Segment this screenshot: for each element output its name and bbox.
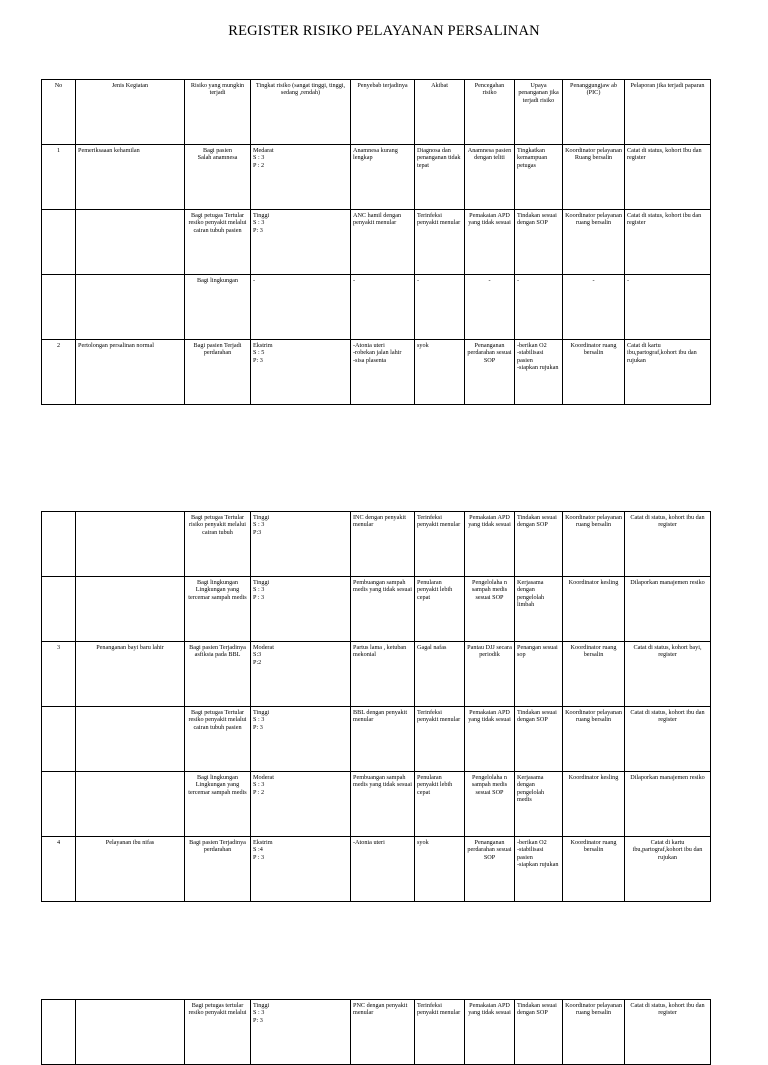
table-cell: Pengelolaha n sampah medis sesuai SOP	[465, 772, 515, 837]
table-row	[42, 275, 711, 340]
table-cell: Pemakaian APD yang tidak sesuai	[465, 707, 515, 772]
table-cell: syok	[415, 340, 465, 405]
table-cell	[76, 275, 185, 340]
table-row	[42, 642, 711, 707]
column-header: Akibat	[415, 80, 465, 145]
column-header: Penanggungjaw ab (PIC)	[563, 80, 625, 145]
table-cell: syok	[415, 837, 465, 902]
table-cell: Gagal nafas	[415, 642, 465, 707]
table-row	[42, 1000, 711, 1065]
table-cell: Koordinator pelayanan ruang bersalin	[563, 210, 625, 275]
table-cell: Pemakaian APD yang tidak sesuai	[465, 512, 515, 577]
table-cell: Penularan penyakit lebih cepat	[415, 577, 465, 642]
table-cell: Pemakaian APD yang tidak sesuai	[465, 210, 515, 275]
table-cell: Tinggi S : 3 P: 3	[251, 210, 351, 275]
table-cell: Kerjasama dengan pengelolah limbah	[515, 577, 563, 642]
table-cell: Partus lama , ketuban mekonial	[351, 642, 415, 707]
table-row	[42, 772, 711, 837]
table-cell: Pengelolaha n sampah medis sesuai SOP	[465, 577, 515, 642]
column-header: Jenis Kegiatan	[76, 80, 185, 145]
table-cell: Catat di status, kohort ibu dan register	[625, 512, 711, 577]
table-cell: Tinggi S : 3 P : 3	[251, 577, 351, 642]
table-cell: Terinfeksi penyakit menular	[415, 210, 465, 275]
table-cell: 2	[42, 340, 76, 405]
table-cell: BBL dengan penyakit menular	[351, 707, 415, 772]
table-cell: Koordinator pelayanan ruang bersalin	[563, 707, 625, 772]
table-cell	[76, 577, 185, 642]
risk-register-table-2	[41, 511, 711, 902]
column-header: Risiko yang mungkin terjadi	[185, 80, 251, 145]
table-cell: Medarat S : 3 P : 2	[251, 145, 351, 210]
table-cell: Terinfeksi penyakit menular	[415, 707, 465, 772]
table-cell: -	[251, 275, 351, 340]
table-cell: Tindakan sesuai dengan SOP	[515, 210, 563, 275]
table-row	[42, 707, 711, 772]
table-cell: Anamnesa kurang lengkap	[351, 145, 415, 210]
table-cell: Terinfeksi penyakit menular	[415, 512, 465, 577]
table-cell: Koordinator pelayanan Ruang bersalin	[563, 145, 625, 210]
table-cell: Bagi pasien Terjadinya perdarahan	[185, 837, 251, 902]
table-header-row	[42, 80, 711, 145]
table-cell	[76, 707, 185, 772]
table-cell: 3	[42, 642, 76, 707]
table-cell: Tingkatkan kemampuan petugas	[515, 145, 563, 210]
table-cell: Bagi petugas Tertular risiko penyakit melalui cairan tubuh	[185, 512, 251, 577]
table-cell: Koordinator kesling	[563, 577, 625, 642]
table-cell: Moderat S : 3 P : 2	[251, 772, 351, 837]
table-cell: -	[415, 275, 465, 340]
table-row	[42, 512, 711, 577]
table-cell: Catat di status, kohort ibu dan register	[625, 210, 711, 275]
table-cell	[42, 772, 76, 837]
table-row	[42, 210, 711, 275]
table-cell: -berikan O2 -stabilisasi pasien -siapkan rujukan	[515, 837, 563, 902]
table-cell: Bagi lingkungan	[185, 275, 251, 340]
table-cell: PNC dengan penyakit menular	[351, 1000, 415, 1065]
column-header: Tingkat risiko (sangat tinggi, tinggi, sedang ,rendah)	[251, 80, 351, 145]
table-cell: Bagi pasien Salah anamnesa	[185, 145, 251, 210]
table-cell: Koordinator ruang bersalin	[563, 837, 625, 902]
table-cell: Catat di status, kohort ibu dan register	[625, 1000, 711, 1065]
table-cell: Pelayanan ibu nifas	[76, 837, 185, 902]
table-cell: Ekstrim S : 5 P: 3	[251, 340, 351, 405]
table-cell: 1	[42, 145, 76, 210]
table-cell: Koordinator ruang bersalin	[563, 642, 625, 707]
document-title: REGISTER RISIKO PELAYANAN PERSALINAN	[228, 23, 540, 39]
table-cell	[42, 210, 76, 275]
table-cell: Koordinator kesling	[563, 772, 625, 837]
table-cell: Penanganan perdarahan sesuai SOP	[465, 837, 515, 902]
table-cell: Anamnesa pasien dengan teliti	[465, 145, 515, 210]
table-cell: -	[563, 275, 625, 340]
table-cell: Pantau DJJ secara periodik	[465, 642, 515, 707]
table-cell: Pertolongan persalinan normal	[76, 340, 185, 405]
table-row	[42, 340, 711, 405]
table-cell	[76, 772, 185, 837]
table-cell: Bagi lingkungan Lingkungan yang tercemar sampah medis	[185, 577, 251, 642]
table-cell: Tindakan sesuai dengan SOP	[515, 1000, 563, 1065]
table-cell: Dilaporkan manajemen resiko	[625, 577, 711, 642]
table-cell: Penanganan perdarahan sesuai SOP	[465, 340, 515, 405]
table-cell: Ekstrim S :4 P : 3	[251, 837, 351, 902]
table-cell: Bagi pasien Terjadi perdarahan	[185, 340, 251, 405]
table-cell: Koordinator pelayanan ruang bersalin	[563, 1000, 625, 1065]
table-cell: Penularan penyakit lebih cepat	[415, 772, 465, 837]
table-cell: 4	[42, 837, 76, 902]
table-cell: Penanganan bayi baru lahir	[76, 642, 185, 707]
column-header: Pencegahan risiko	[465, 80, 515, 145]
table-cell: Catat di kartu ibu,partograf,kohort ibu dan rujukan	[625, 340, 711, 405]
table-cell: Catat di kartu ibu,partograf,kohort ibu dan rujukan	[625, 837, 711, 902]
table-cell: Diagnosa dan penanganan tidak tepat	[415, 145, 465, 210]
table-cell	[42, 1000, 76, 1065]
table-cell: Dilaporkan manajemen resiko	[625, 772, 711, 837]
table-cell: Catat di status, kohort ibu dan register	[625, 707, 711, 772]
table-cell: Bagi pasien Terjadinya asfiksia pada BBL	[185, 642, 251, 707]
table-cell: Catat di status, kohort bayi, register	[625, 642, 711, 707]
table-row	[42, 577, 711, 642]
table-cell: Tindakan sesuai dengan SOP	[515, 707, 563, 772]
table-cell: -	[515, 275, 563, 340]
table-cell: Pembuangan sampah medis yang tidak sesuai	[351, 772, 415, 837]
table-cell: -berikan O2 -stabilisasi pasien -siapkan rujukan	[515, 340, 563, 405]
table-cell: Kerjasama dengan pengelolah medis	[515, 772, 563, 837]
table-cell: Bagi petugas Tertular resiko penyakit melalui cairan tubuh pasien	[185, 210, 251, 275]
table-cell: Bagi lingkungan Lingkungan yang tercemar sampah medis	[185, 772, 251, 837]
column-header: Penyebab terjadinya	[351, 80, 415, 145]
table-cell	[42, 512, 76, 577]
table-cell: Pemakaian APD yang tidak sesuai	[465, 1000, 515, 1065]
table-cell: Tinggi S : 3 P: 3	[251, 707, 351, 772]
table-cell: Moderat S:3 P:2	[251, 642, 351, 707]
column-header: Upaya penanganan jika terjadi risiko	[515, 80, 563, 145]
table-cell: Koordinator ruang bersalin	[563, 340, 625, 405]
table-cell: Pemeriksaaan kehamilan	[76, 145, 185, 210]
table-cell: Tindakan sesuai dengan SOP	[515, 512, 563, 577]
risk-register-table-1	[41, 79, 711, 405]
table-cell: -	[351, 275, 415, 340]
table-cell: Pembuangan sampah medis yang tidak sesuai	[351, 577, 415, 642]
table-row	[42, 837, 711, 902]
table-cell: Bagi petugas Tertular resiko penyakit melalui cairan tubuh pasien	[185, 707, 251, 772]
table-cell	[42, 275, 76, 340]
table-cell	[76, 512, 185, 577]
table-cell: INC dengan penyakit menular	[351, 512, 415, 577]
table-cell: Catat di status, kohort Ibu dan register	[625, 145, 711, 210]
table-cell: ANC hamil dengan penyakit menular	[351, 210, 415, 275]
table-cell	[42, 707, 76, 772]
table-cell: Terinfeksi penyakit menular	[415, 1000, 465, 1065]
table-cell	[42, 577, 76, 642]
table-cell: -Atonia uteri -robekan jalan lahir -sisa plasenta	[351, 340, 415, 405]
risk-register-table-3	[41, 999, 711, 1065]
table-cell	[76, 1000, 185, 1065]
table-cell: Penangan sesuai sop	[515, 642, 563, 707]
table-cell: Koordinator pelayanan ruang bersalin	[563, 512, 625, 577]
table-cell: Tinggi S : 3 P: 3	[251, 1000, 351, 1065]
table-cell: -	[465, 275, 515, 340]
table-cell	[76, 210, 185, 275]
table-cell: -	[625, 275, 711, 340]
table-cell: -Atonia uteri	[351, 837, 415, 902]
table-row	[42, 145, 711, 210]
table-cell: Tinggi S : 3 P:3	[251, 512, 351, 577]
column-header: Pelaporan jika terjadi paparan	[625, 80, 711, 145]
table-cell: Bagi petugas tertular resiko penyakit melalui	[185, 1000, 251, 1065]
column-header: No	[42, 80, 76, 145]
